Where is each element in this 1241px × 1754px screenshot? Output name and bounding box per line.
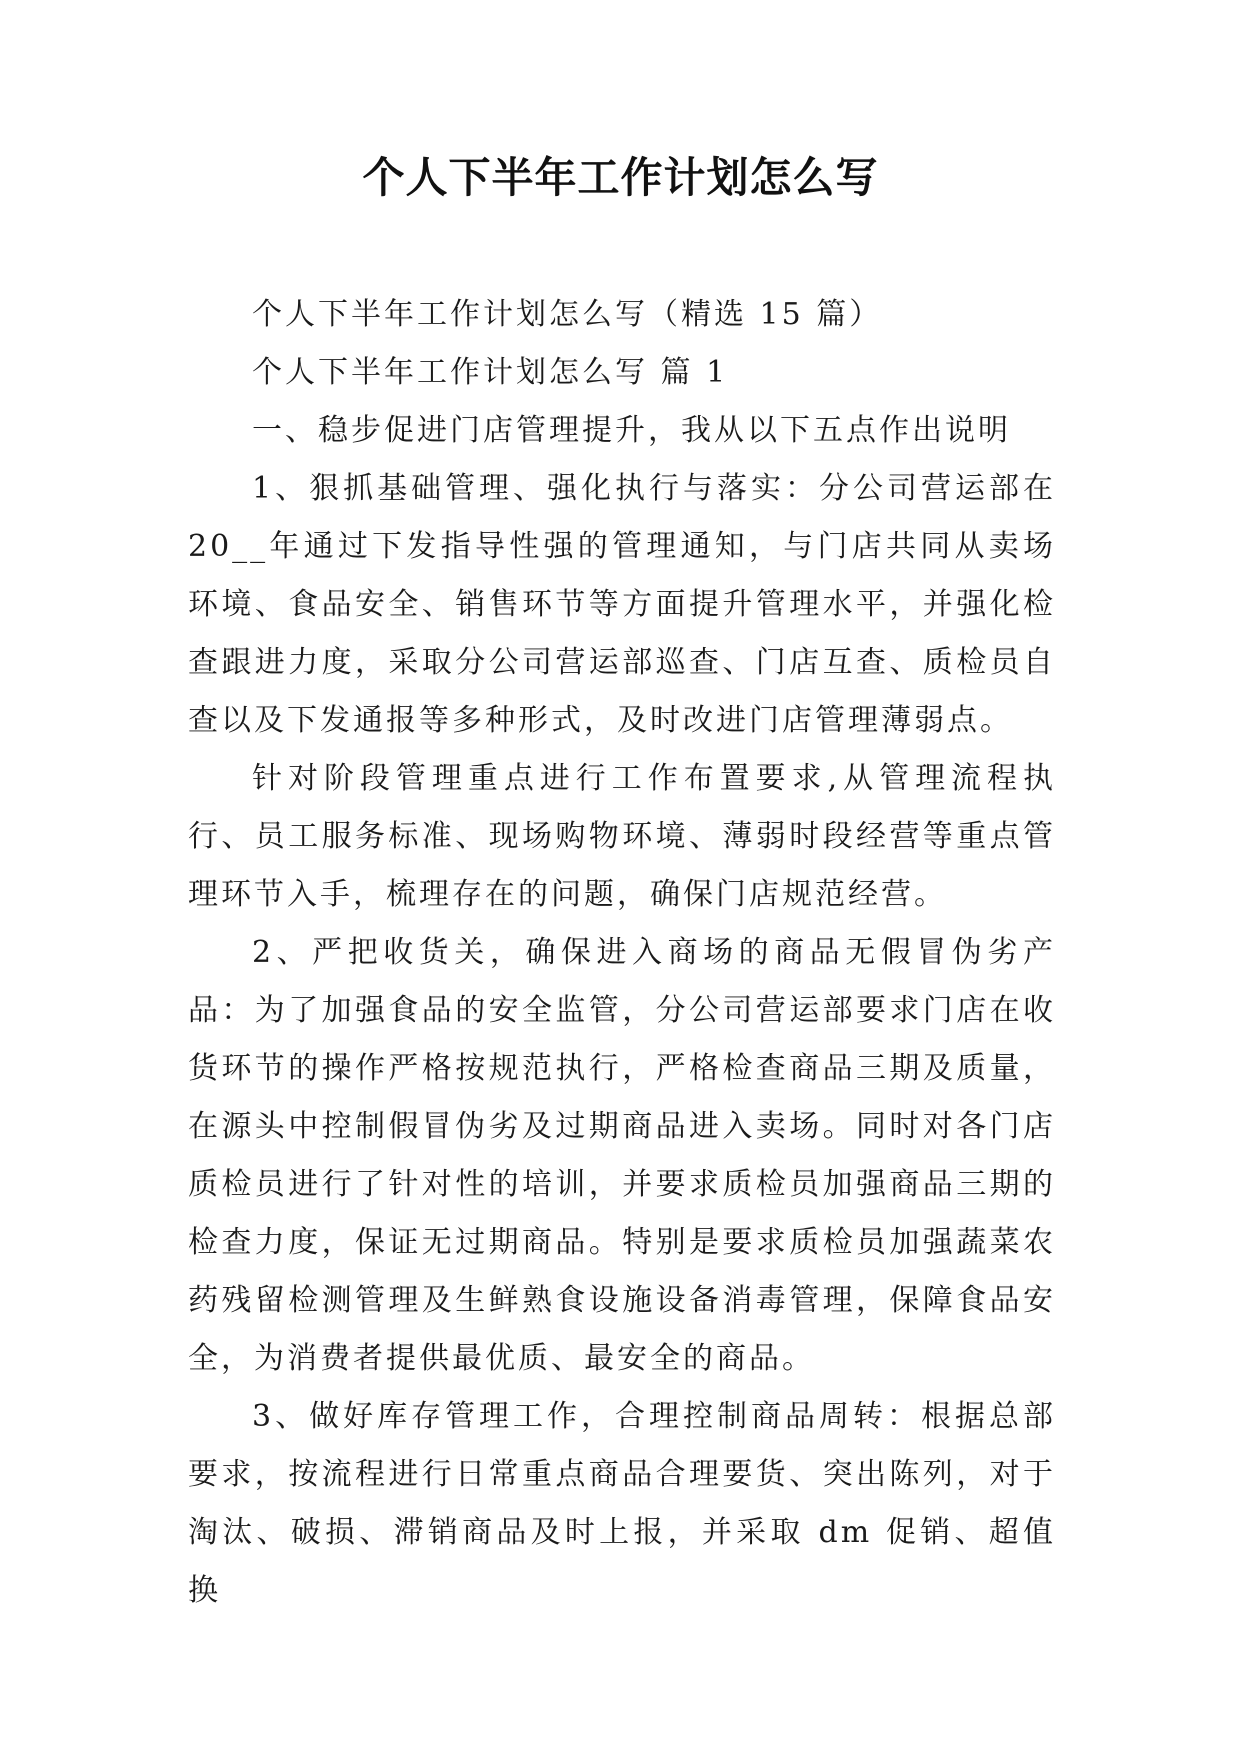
- paragraph-item-1: 1、狠抓基础管理、强化执行与落实：分公司营运部在 20__年通过下发指导性强的管理通知，与门店共同从卖场环境、食品安全、销售环节等方面提升管理水平，并强化检查跟进力度，采取分公司营运部巡查、门店互查、质检员自查以及下发通报等多种形式，及时改进门店管理薄弱点。: [188, 471, 1056, 738]
- paragraph-item-2: 2、严把收货关，确保进入商场的商品无假冒伪劣产品：为了加强食品的安全监管，分公司营运部要求门店在收货环节的操作严格按规范执行，严格检查商品三期及质量，在源头中控制假冒伪劣及过期商品进入卖场。同时对各门店质检员进行了针对性的培训，并要求质检员加强商品三期的检查力度，保证无过期商品。特别是要求质检员加强蔬菜农药残留检测管理及生鲜熟食设施设备消毒管理，保障食品安全，为消费者提供最优质、最安全的商品。: [188, 935, 1056, 1376]
- paragraph-item-3: 3、做好库存管理工作，合理控制商品周转：根据总部要求，按流程进行日常重点商品合理要货、突出陈列，对于淘汰、破损、滞销商品及时上报，并采取 dm 促销、超值换: [188, 1399, 1056, 1608]
- paragraph-point-heading: 一、稳步促进门店管理提升，我从以下五点作出说明: [252, 413, 1011, 448]
- paragraph-section-heading: 个人下半年工作计划怎么写 篇 1: [252, 355, 729, 390]
- paragraph-subtitle: 个人下半年工作计划怎么写（精选 15 篇）: [252, 297, 883, 332]
- paragraph-item-1-detail: 针对阶段管理重点进行工作布置要求,从管理流程执行、员工服务标准、现场购物环境、薄弱时段经营等重点管理环节入手，梳理存在的问题，确保门店规范经营。: [188, 761, 1056, 912]
- document-title: 个人下半年工作计划怎么写: [362, 153, 879, 202]
- document-body: [188, 286, 1056, 1620]
